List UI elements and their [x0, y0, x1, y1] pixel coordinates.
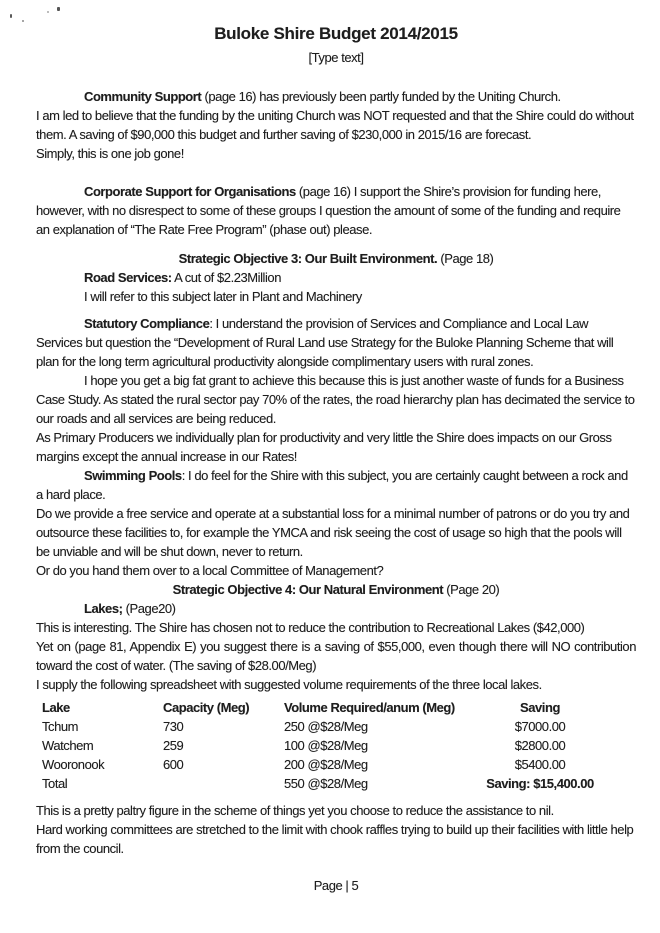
statutory-compliance-rest: : I understand the provision of Services and Compliance and Local Law Services but question the “Development of Rural Land use Strategy for the Buloke Planning Scheme that will plan for the long term agricultural productivity alongside complimentary users with rural zones. [36, 316, 614, 369]
corporate-support-label: Corporate Support for Organisations [84, 184, 296, 199]
lakes-page-ref: (Page20) [122, 601, 176, 616]
paragraph-swimming-pools-2: Do we provide a free service and operate at a substantial loss for a minimal number of patrons or do you try and outsource these facilities to, for example the YMCA and risk seeing the cost of usage so high that the pools will be unviable and will be shut down, never to return. [36, 506, 630, 559]
line-lakes [36, 599, 636, 618]
objective-4-page-ref: (Page 20) [443, 582, 500, 597]
cell-lake: Tchum [42, 719, 79, 734]
type-text-placeholder: [Type text] [308, 50, 364, 65]
line-road-services-note: I will refer to this subject later in Plant and Machinery [84, 289, 362, 304]
line-road-services [36, 268, 636, 287]
cell-total-saving: Saving: $15,400.00 [486, 776, 594, 791]
table-row [42, 755, 636, 774]
objective-3-page-ref: (Page 18) [437, 251, 494, 266]
community-support-label: Community Support [84, 89, 202, 104]
cell-volume: 250 @$28/Meg [284, 719, 368, 734]
table-header-row [42, 698, 636, 717]
cell-lake: Watchem [42, 738, 94, 753]
scan-speck [10, 14, 12, 18]
heading-strategic-objective-3 [36, 249, 636, 268]
page-content [36, 22, 636, 895]
header-capacity: Capacity (Meg) [163, 700, 250, 715]
scan-speck [47, 11, 49, 13]
paragraph-statutory-compliance [36, 314, 636, 371]
paragraph-swimming-pools-3: Or do you hand them over to a local Committee of Management? [36, 563, 384, 578]
lakes-volume-table [42, 698, 636, 793]
table-row [42, 717, 636, 736]
cell-saving: $5400.00 [514, 757, 566, 772]
heading-strategic-objective-4 [36, 580, 636, 599]
road-services-rest: A cut of $2.23Million [171, 270, 281, 285]
statutory-compliance-label: Statutory Compliance [84, 316, 210, 331]
cell-volume: 550 @$28/Meg [284, 776, 368, 791]
paragraph-primary-producers: As Primary Producers we individually plan for productivity and very little the Shire does impacts on our Gross margins except the annual increase in our Rates! [36, 430, 612, 464]
paragraph-corporate-support [36, 182, 636, 239]
header-lake: Lake [42, 700, 70, 715]
table-row [42, 736, 636, 755]
cell-capacity-empty [163, 774, 284, 793]
paragraph-lakes-2: Yet on (page 81, Appendix E) you suggest there is a saving of $55,000, even though there will NO contribution toward the cost of water. (The saving of $28.00/Meg) [36, 639, 636, 673]
objective-3-title: Strategic Objective 3: Our Built Environment. [178, 251, 438, 266]
paragraph-lakes-1: This is interesting. The Shire has chosen not to reduce the contribution to Recreational Lakes ($42,000) [36, 620, 585, 635]
scan-speck [57, 7, 60, 11]
objective-4-title: Strategic Objective 4: Our Natural Environment [172, 582, 444, 597]
scan-speck [22, 20, 24, 22]
cell-volume: 200 @$28/Meg [284, 757, 368, 772]
paragraph-swimming-pools [36, 466, 636, 504]
header-saving: Saving [520, 700, 560, 715]
paragraph-closing-1: This is a pretty paltry figure in the scheme of things yet you choose to reduce the assistance to nil. [36, 803, 554, 818]
swimming-pools-rest: : I do feel for the Shire with this subject, you are certainly caught between a rock and a hard place. [36, 468, 628, 502]
paragraph-community-support-body: I am led to believe that the funding by the uniting Church was NOT requested and that the Shire could do without them. A saving of $90,000 this budget and further saving of $230,000 in 2015/16 are forecast. [36, 108, 634, 142]
cell-saving: $7000.00 [514, 719, 566, 734]
paragraph-statutory-compliance-2: I hope you get a big fat grant to achieve this because this is just another waste of funds for a Business Case Study. As stated the rural sector pay 70% of the rates, the road hierarchy plan has decimated the service to our roads and all services are being reduced. [36, 373, 635, 426]
header-volume: Volume Required/anum (Meg) [284, 700, 455, 715]
cell-volume: 100 @$28/Meg [284, 738, 368, 753]
cell-total-label: Total [42, 776, 68, 791]
corporate-support-rest: (page 16) I support the Shire’s provision for funding here, however, with no disrespect to some of these groups I question the amount of some of the funding and require an explanation of “The Rate Free Program” (phase out) please. [36, 184, 621, 237]
cell-saving: $2800.00 [514, 738, 566, 753]
cell-capacity: 600 [163, 757, 184, 772]
paragraph-community-support-lead [36, 87, 636, 106]
cell-capacity: 259 [163, 738, 184, 753]
road-services-label: Road Services: [84, 270, 172, 285]
cell-lake: Wooronook [42, 757, 105, 772]
paragraph-lakes-3: I supply the following spreadsheet with suggested volume requirements of the three local lakes. [36, 677, 542, 692]
document-title: Buloke Shire Budget 2014/2015 [214, 24, 458, 43]
community-support-rest: (page 16) has previously been partly funded by the Uniting Church. [201, 89, 561, 104]
paragraph-community-support-close: Simply, this is one job gone! [36, 146, 184, 161]
swimming-pools-label: Swimming Pools [84, 468, 182, 483]
cell-capacity: 730 [163, 719, 184, 734]
page-footer: Page | 5 [313, 878, 359, 893]
table-total-row [42, 774, 636, 793]
paragraph-closing-2: Hard working committees are stretched to the limit with chook raffles trying to build up their facilities with little help from the council. [36, 822, 634, 856]
lakes-label: Lakes; [84, 601, 123, 616]
